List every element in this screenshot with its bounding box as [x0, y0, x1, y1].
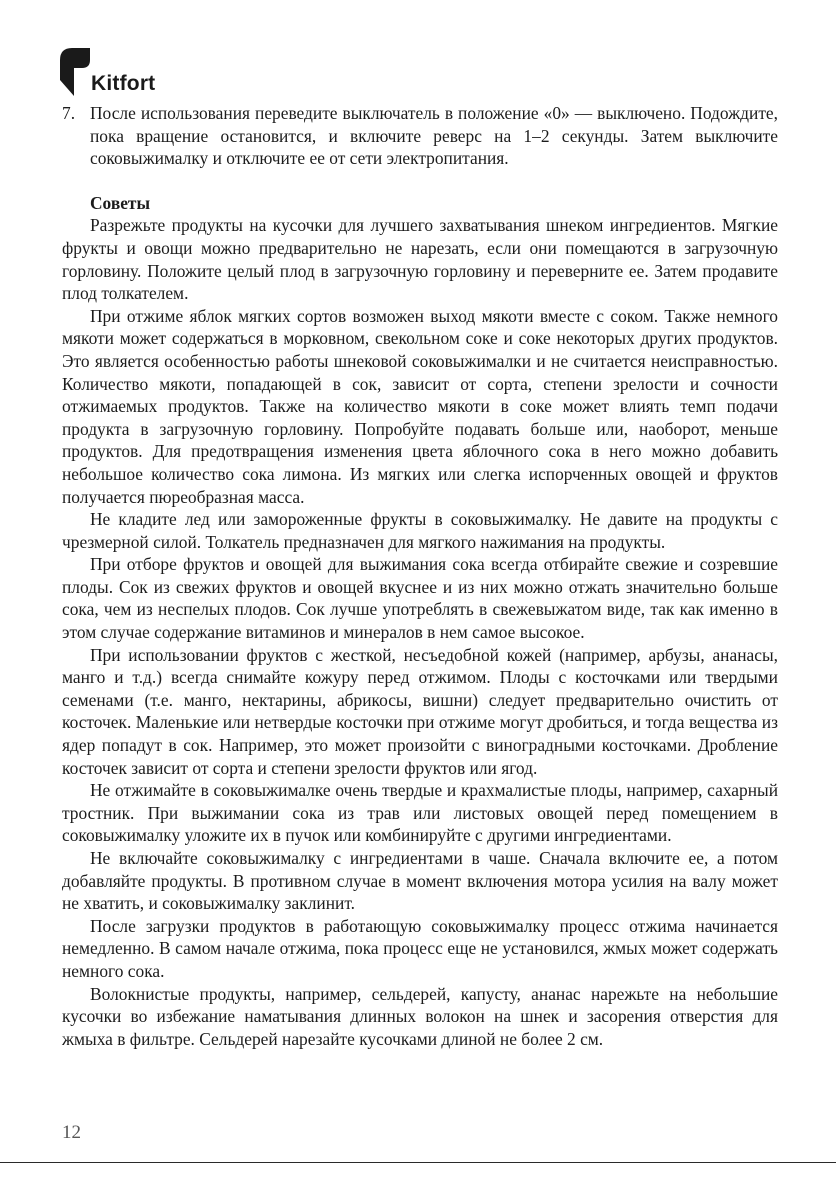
- paragraph: При использовании фруктов с жесткой, несъедобной кожей (например, арбузы, ананасы, манго и т.д.) всегда снимайте кожуру перед отжимом. Плоды с косточками или твердыми семенами (т.е. манго, нектарины, абрикосы, вишни) следует предварительно очистить от косточек. Маленькие или нетвердые косточки при отжиме могут дробиться, и тогда вещества из ядер попадут в сок. Например, это может произойти с виноградными косточками. Дробление косточек зависит от сорта и степени зрелости фруктов или ягод.: [62, 644, 778, 778]
- brand-logo: [60, 46, 155, 96]
- page-divider: [0, 1162, 836, 1163]
- paragraph: Не отжимайте в соковыжималке очень твердые и крахмалистые плоды, например, сахарный тростник. При выжимании сока из трав или листовых овощей перед помещением в соковыжималку уложите их в пучок или комбинируйте с другими ингредиентами.: [62, 780, 778, 846]
- paragraph: Не кладите лед или замороженные фрукты в соковыжималку. Не давите на продукты с чрезмерной силой. Толкатель предназначен для мягкого нажимания на продукты.: [62, 509, 778, 552]
- paragraph: Разрежьте продукты на кусочки для лучшего захватывания шнеком ингредиентов. Мягкие фрукты и овощи можно предварительно не нарезать, если они помещаются в загрузочную горловину. Положите целый плод в загрузочную горловину и переверните ее. Затем продавите плод толкателем.: [62, 215, 778, 304]
- kitfort-logo-icon: [60, 48, 90, 96]
- brand-name: Kitfort: [91, 72, 156, 95]
- instruction-step: [62, 102, 778, 170]
- paragraph: Не включайте соковыжималку с ингредиентами в чаше. Сначала включите ее, а потом добавляйте продукты. В противном случае в момент включения мотора усилия на валу может не хватить, и соковыжималку заклинит.: [62, 848, 778, 914]
- paragraph: При отборе фруктов и овощей для выжимания сока всегда отбирайте свежие и созревшие плоды. Сок из свежих фруктов и овощей вкуснее и из них можно отжать значительно больше сока, чем из неспелых плодов. Сок лучше употреблять в свежевыжатом виде, так как именно в этом случае содержание витаминов и минералов в нем самое высокое.: [62, 554, 778, 643]
- paragraph: При отжиме яблок мягких сортов возможен выход мякоти вместе с соком. Также немного мякоти может содержаться в морковном, свекольном соке и соке некоторых других продуктов. Это является особенностью работы шнековой соковыжималки и не считается неисправностью. Количество мякоти, попадающей в сок, зависит от сорта, степени зрелости и сочности отжимаемых продуктов. Также на количество мякоти в соке может влиять темп подачи продукта в загрузочную горловину. Попробуйте подавать больше или, наоборот, меньше продуктов. Для предотвращения изменения цвета яблочного сока в него можно добавить небольшое количество сока лимона. Из мягких или слегка испорченных овощей и фруктов получается пюреобразная масса.: [62, 305, 778, 507]
- paragraph: После загрузки продуктов в работающую соковыжималку процесс отжима начинается немедленно. В самом начале отжима, пока процесс еще не установился, жмых может содержать немного сока.: [62, 915, 778, 981]
- step-number: 7.: [62, 103, 76, 123]
- paragraph: Волокнистые продукты, например, сельдерей, капусту, ананас нарежьте на небольшие кусочки во избежание наматывания длинных волокон на шнек и засорения отверстия для жмыха в фильтре. Сельдерей нарезайте кусочками длиной не более 2 см.: [62, 983, 778, 1049]
- page-content: [62, 102, 778, 1050]
- section-heading: Советы: [90, 192, 151, 213]
- step-text: После использования переведите выключатель в положение «0» — выключено. Подождите, пока вращение остановится, и включите реверс на 1–2 секунды. Затем выключите соковыжималку и отключите ее от сети электропитания.: [90, 103, 778, 169]
- page-number: 12: [62, 1122, 81, 1143]
